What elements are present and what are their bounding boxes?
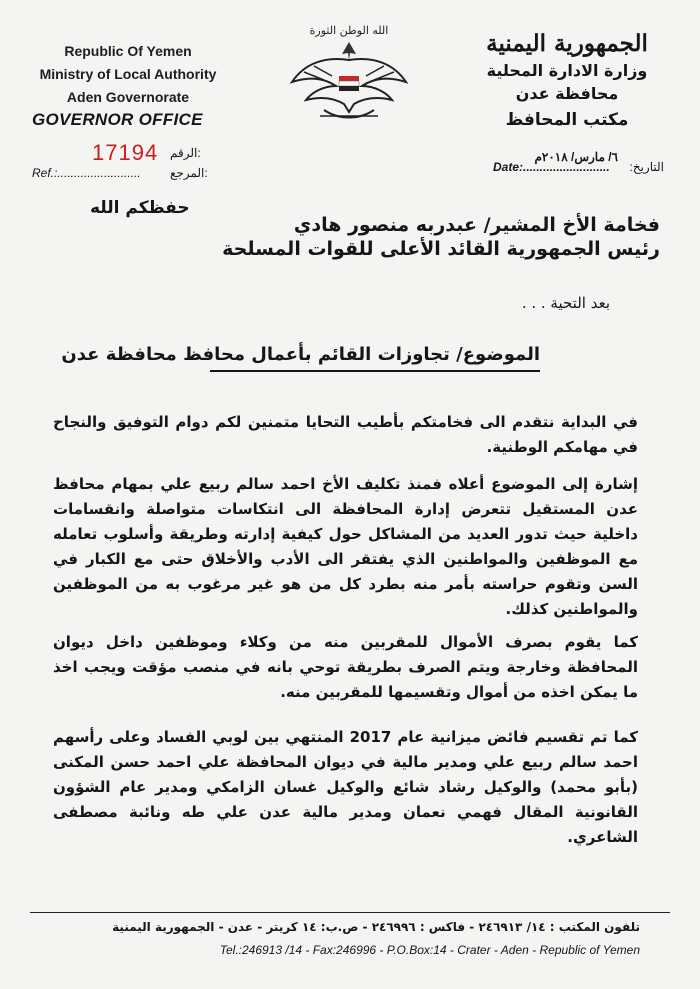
date-value: ٦/ مارس/ ٢٠١٨م (534, 150, 618, 164)
country-ar: الجمهورية اليمنية (486, 30, 648, 57)
yemen-eagle-emblem (284, 20, 414, 130)
paragraph-4: كما تم تقسيم فائض ميزانية عام 2017 المنتهي بين لوبي الفساد وعلى رأسهم احمد سالم ربيع علي ومدير مالية في ديوان المحافظة علي احمد حسن المكنى (بأبو محمد) والوكيل رشاد شائع والوكيل غسان الزامكي ومدير عام الشؤون القانونية المقال فهمي نعمان ومدير مالية عدن علي طه ونائبة مصطفى الشاعري. (53, 728, 638, 846)
country-en: Republic Of Yemen (64, 43, 192, 59)
ref-number-label: الرقم: (170, 146, 201, 160)
footer-ar: تلفون المكتب : ١٤/ ٢٤٦٩١٣ - فاكس : ٢٤٦٩٩٦ - ص.ب: ١٤ كريتر - عدن - الجمهورية اليمنية (112, 920, 640, 934)
office-ar: مكتب المحافظ (505, 110, 629, 130)
letterhead-en (28, 40, 228, 109)
paragraph-2: إشارة إلى الموضوع أعلاه فمنذ تكليف الأخ احمد سالم ربيع علي بمهام محافظ عدن المستقيل تتعرض إدارة المحافظة الى انتكاسات متواصلة وانقسامات داخلية حيث تدور العديد من المشاكل حول كيفية إدارته وطريقة وأسلوب تعامله مع الموظفين والمواطنين الذي يفتقر الى الأدب والأخلاق حتى مع الكبار في السن وتقوم حراسته بأمر منه بطرد كل من هو غير مرغوب به من الموظفين والمواطنين كذلك. (53, 475, 638, 618)
ministry-ar: وزارة الادارة المحلية (486, 61, 648, 80)
addressee-line1: فخامة الأخ المشير/ عبدربه منصور هادي (293, 214, 660, 236)
addressee-salutation: حفظكم الله (90, 198, 190, 218)
office-en: GOVERNOR OFFICE (32, 110, 203, 129)
ref-number: 17194 (92, 140, 159, 165)
footer-divider (30, 912, 670, 913)
date-en: Date:.......................... (493, 160, 610, 174)
date-label: التاريخ: (629, 160, 664, 174)
subject-underline (210, 370, 540, 372)
footer-en: Tel.:246913 /14 - Fax:246996 - P.O.Box:14 - Crater - Aden - Republic of Yemen (219, 943, 640, 957)
governorate-ar: محافظة عدن (515, 84, 619, 103)
subject: الموضوع/ تجاوزات القائم بأعمال محافظ محافظة عدن (61, 344, 540, 365)
letterhead-ar (462, 28, 672, 134)
addressee-line2: رئيس الجمهورية القائد الأعلى للقوات المسلحة (222, 238, 660, 260)
reference-en: Ref.:......................... (32, 166, 141, 180)
emblem-caption: الله الوطن الثورة (309, 24, 389, 37)
reference-label: المرجع: (170, 166, 208, 180)
governorate-en: Aden Governorate (66, 89, 190, 105)
paragraph-3: كما يقوم بصرف الأموال للمقربين منه من وكلاء وموظفين داخل ديوان المحافظة وخارجة ويتم الصرف بطريقة توحي بانه في منصب مؤقت ويجب اخذ ما يمكن اخذه من أموال وتقسيمها للمقربين منه. (53, 633, 638, 701)
ministry-en: Ministry of Local Authority (39, 66, 217, 82)
paragraph-1: في البداية نتقدم الى فخامتكم بأطيب التحايا متمنين لكم دوام التوفيق والنجاح في مهامكم الوطنية. (53, 413, 638, 456)
greeting: بعد التحية . . . (521, 294, 610, 312)
